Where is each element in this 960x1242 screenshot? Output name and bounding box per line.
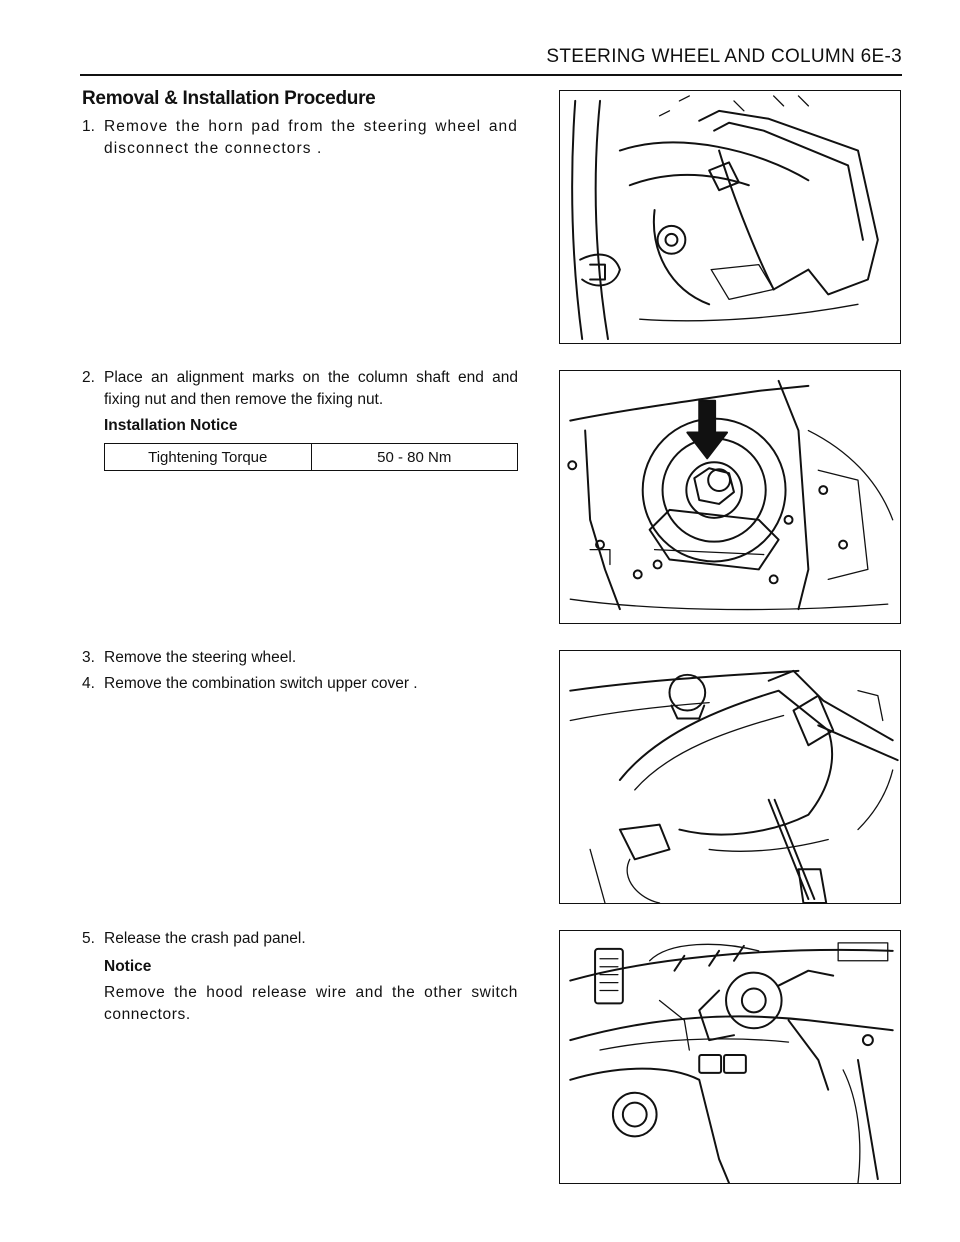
figure-column-fixing-nut	[559, 370, 901, 624]
table-row	[105, 444, 518, 471]
step-number: 3.	[82, 649, 95, 666]
figure-switch-cover	[559, 650, 901, 904]
fixing-nut-illustration	[560, 371, 900, 623]
horn-pad-illustration	[560, 91, 900, 343]
step-text: Remove the steering wheel.	[104, 649, 297, 666]
step-number: 4.	[82, 675, 95, 692]
torque-table	[104, 443, 518, 471]
crash-pad-illustration	[560, 931, 900, 1183]
step-text: Release the crash pad panel.	[104, 930, 306, 947]
step-text: Remove the horn pad from the steering wheel and disconnect the connectors .	[104, 118, 518, 157]
header-divider	[80, 74, 902, 76]
notice-heading: Notice	[104, 958, 152, 975]
step-3	[82, 647, 518, 669]
switch-cover-illustration	[560, 651, 900, 903]
figure-horn-pad-removal	[559, 90, 901, 344]
step-number: 1.	[82, 118, 95, 135]
step-number: 5.	[82, 930, 95, 947]
torque-label-cell: Tightening Torque	[105, 444, 312, 471]
notice-text: Remove the hood release wire and the other switch connectors.	[104, 984, 518, 1023]
torque-value-cell: 50 - 80 Nm	[311, 444, 518, 471]
step-number: 2.	[82, 369, 95, 386]
page-header	[80, 40, 902, 74]
installation-notice-heading: Installation Notice	[104, 417, 238, 434]
figure-crash-pad-panel	[559, 930, 901, 1184]
step-2	[82, 367, 518, 411]
step-5	[82, 928, 518, 950]
step-1	[82, 116, 518, 160]
page-header-title: STEERING WHEEL AND COLUMN 6E-3	[546, 46, 902, 67]
step-text: Remove the combination switch upper cover .	[104, 675, 418, 692]
step-4	[82, 673, 518, 695]
section-title: Removal & Installation Procedure	[82, 88, 376, 109]
step-text: Place an alignment marks on the column shaft end and fixing nut and then remove the fixing nut.	[104, 369, 518, 408]
